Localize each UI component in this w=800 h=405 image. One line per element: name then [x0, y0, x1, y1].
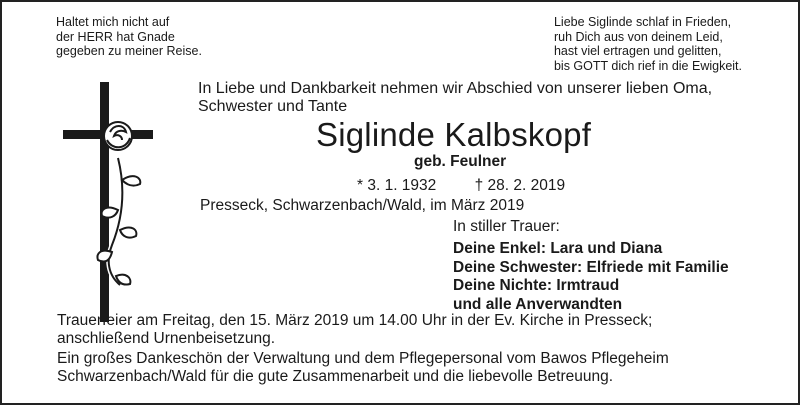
- mourning-intro: In stiller Trauer:: [453, 218, 560, 235]
- life-dates: [357, 177, 565, 195]
- funeral-service-info: [57, 312, 777, 348]
- mourner-line: und alle Anverwandten: [453, 295, 623, 313]
- thanks-text: [57, 350, 777, 386]
- verse-right-line: bis GOTT dich rief in die Ewigkeit.: [553, 58, 742, 73]
- service-line: Trauerfeier am Freitag, den 15. März 2019 um 14.00 Uhr in der Ev. Kirche in Presseck;: [57, 312, 653, 329]
- intro-line: Schwester und Tante: [198, 98, 348, 115]
- intro-line: In Liebe und Dankbarkeit nehmen wir Abschied von unserer lieben Oma,: [198, 80, 713, 97]
- mourners-list: [453, 240, 729, 314]
- intro-text: [198, 80, 758, 116]
- mourner-line: Deine Enkel: Lara und Diana: [453, 240, 663, 257]
- verse-left: [56, 15, 202, 59]
- mourner-line: Deine Nichte: Irmtraud: [453, 277, 620, 294]
- verse-right-line: Liebe Siglinde schlaf in Frieden,: [553, 15, 732, 29]
- verse-right: [554, 15, 742, 73]
- mourner-line: Deine Schwester: Elfriede mit Familie: [453, 258, 729, 276]
- verse-left-line: der HERR hat Gnade: [56, 29, 175, 44]
- deceased-name: Siglinde Kalbskopf: [316, 116, 592, 153]
- verse-right-line: hast viel ertragen und gelitten,: [553, 44, 722, 58]
- verse-left-line: gegeben zu meiner Reise.: [56, 44, 202, 58]
- verse-right-line: ruh Dich aus von deinem Leid,: [553, 29, 723, 44]
- death-date: † 28. 2. 2019: [474, 177, 566, 194]
- thanks-line: Schwarzenbach/Wald für die gute Zusammenarbeit und die liebevolle Betreuung.: [57, 368, 614, 385]
- thanks-line: Ein großes Dankeschön der Verwaltung und dem Pflegepersonal vom Bawos Pflegeheim: [57, 350, 669, 367]
- place-date: Presseck, Schwarzenbach/Wald, im März 2019: [200, 197, 525, 214]
- service-line: anschließend Urnenbeisetzung.: [57, 330, 275, 347]
- maiden-name: geb. Feulner: [414, 153, 507, 170]
- birth-date: * 3. 1. 1932: [357, 177, 437, 194]
- cross-with-rose-icon: [60, 80, 160, 325]
- verse-left-line: Haltet mich nicht auf: [56, 15, 170, 29]
